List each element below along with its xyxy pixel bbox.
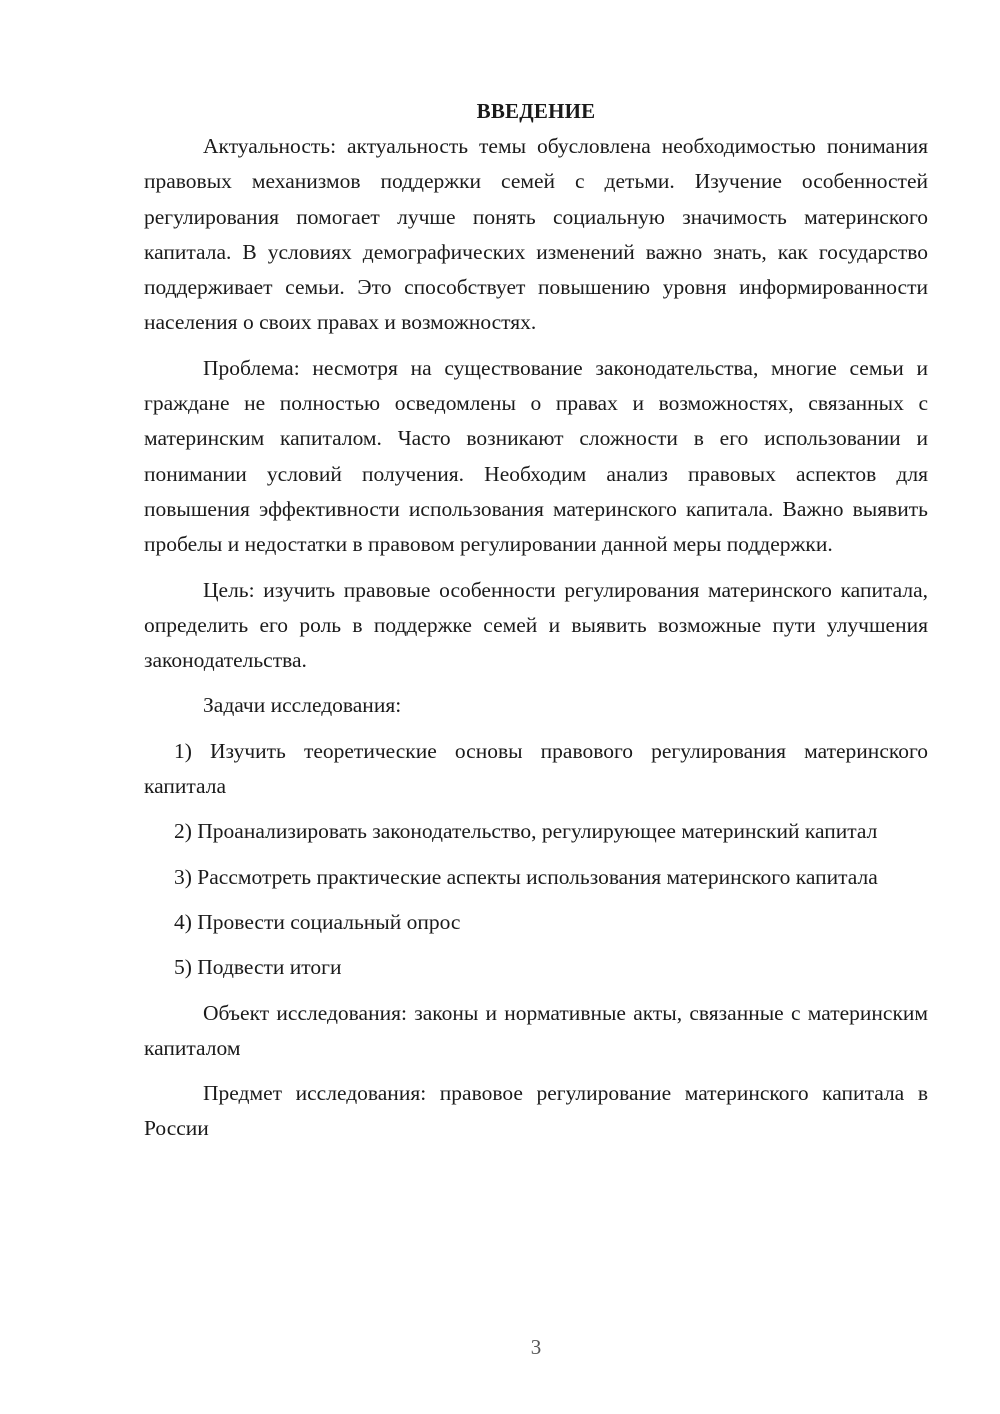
problem-paragraph: Проблема: несмотря на существование законодательства, многие семьи и граждане не полностью осведомлены о правах и возможностях, связанных с материнским капиталом. Часто возникают сложности в его использовании и понимании условий получения. Необходим анализ правовых аспектов для повышения эффективности использования материнского капитала. Важно выявить пробелы и недостатки в правовом регулировании данной меры поддержки.: [144, 355, 928, 557]
task-item: 4) Провести социальный опрос: [174, 909, 461, 934]
object-paragraph: Объект исследования: законы и нормативные акты, связанные с материнским капиталом: [144, 1000, 928, 1060]
section-heading: ВВЕДЕНИЕ: [476, 99, 596, 123]
task-item: 2) Проанализировать законодательство, регулирующее материнский капитал: [174, 819, 878, 844]
tasks-intro: Задачи исследования:: [203, 693, 402, 718]
subject-paragraph: Предмет исследования: правовое регулирование материнского капитала в России: [144, 1081, 928, 1141]
task-item: 5) Подвести итоги: [174, 955, 342, 980]
page-number: 3: [530, 1335, 542, 1359]
goal-paragraph: Цель: изучить правовые особенности регулирования материнского капитала, определить его роль в поддержке семей и выявить возможные пути улучшения законодательства.: [144, 577, 928, 673]
page-content: [144, 96, 928, 1157]
task-item: 3) Рассмотреть практические аспекты использования материнского капитала: [174, 864, 878, 889]
task-item: 1) Изучить теоретические основы правового регулирования материнского капитала: [144, 738, 928, 799]
tasks-list: [144, 734, 928, 986]
relevance-paragraph: Актуальность: актуальность темы обусловлена необходимостью понимания правовых механизмов поддержки семей с детьми. Изучение особенностей регулирования помогает лучше понять социальную значимость материнского капитала. В условиях демографических изменений важно знать, как государство поддерживает семьи. Это способствует повышению уровня информированности населения о своих правах и возможностях.: [144, 134, 928, 335]
